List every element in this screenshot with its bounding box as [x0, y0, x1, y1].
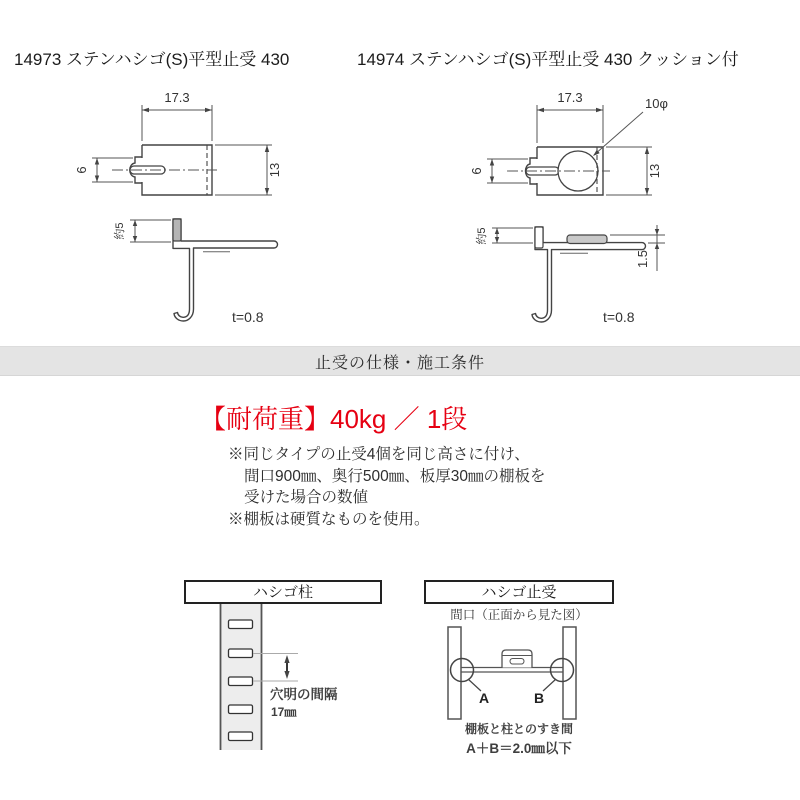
dim-stub	[475, 227, 533, 244]
dim-width-label: 17.3	[164, 90, 190, 105]
note-line: ※棚板は硬質なものを使用。	[228, 510, 430, 528]
section-bar-title: 止受の仕様・施工条件	[314, 354, 485, 372]
dim-tab	[469, 159, 528, 183]
dim-height-label: 13	[267, 162, 282, 178]
note-line: 受けた場合の数値	[244, 489, 369, 506]
gap-note: 棚板と柱とのすき間	[464, 722, 574, 736]
load-capacity-heading: 【耐荷重】40kg ／ 1段	[200, 404, 468, 434]
pitch-label: 穴明の間隔	[270, 687, 338, 702]
drawing-14973	[60, 85, 360, 337]
dim-stub-label: 約5	[114, 222, 126, 240]
dim-height	[215, 145, 282, 195]
dim-height	[606, 147, 662, 195]
side-view-body	[173, 219, 278, 321]
dim-tab-label: 6	[74, 166, 89, 174]
dim-tab	[74, 158, 133, 182]
gap-label-a: A	[478, 690, 490, 706]
cushion-height-label: 1.5	[635, 249, 650, 269]
spec-notes	[228, 444, 648, 530]
cushion-dia-label: 10φ	[645, 96, 668, 111]
thickness-label: t=0.8	[603, 309, 635, 325]
pillar-header-label: ハシゴ柱	[252, 584, 314, 601]
gap-label-b: B	[533, 690, 545, 706]
note-line: ※同じタイプの止受4個を同じ高さに付け、	[228, 446, 530, 463]
drawing-14974	[440, 85, 760, 337]
gap-value: A＋B＝2.0㎜以下	[466, 741, 572, 756]
receiver-front-view	[448, 627, 576, 719]
pillar-diagram	[170, 575, 390, 800]
product-title-right: 14974 ステンハシゴ(S)平型止受 430 クッション付	[357, 50, 739, 69]
top-view-body	[112, 145, 217, 195]
dim-tab-label: 6	[469, 167, 484, 175]
receiver-subtitle: 間口（正面から見た図）	[450, 608, 588, 622]
receiver-header-label: ハシゴ止受	[481, 584, 557, 601]
dim-stub-label: 約5	[476, 227, 488, 245]
side-view-body	[532, 227, 646, 322]
receiver-diagram	[420, 575, 650, 800]
pitch-value: 17㎜	[271, 705, 297, 719]
section-bar	[0, 346, 800, 376]
thickness-label: t=0.8	[232, 309, 264, 325]
product-title-left: 14973 ステンハシゴ(S)平型止受 430	[14, 50, 290, 69]
note-line: 間口900㎜、奥行500㎜、板厚30㎜の棚板を	[244, 467, 546, 485]
dim-width-label: 17.3	[557, 90, 583, 105]
dim-height-label: 13	[647, 163, 662, 179]
dim-width	[142, 90, 212, 141]
dim-stub	[113, 220, 171, 242]
dim-width	[537, 90, 603, 143]
cushion-pad	[567, 235, 607, 244]
